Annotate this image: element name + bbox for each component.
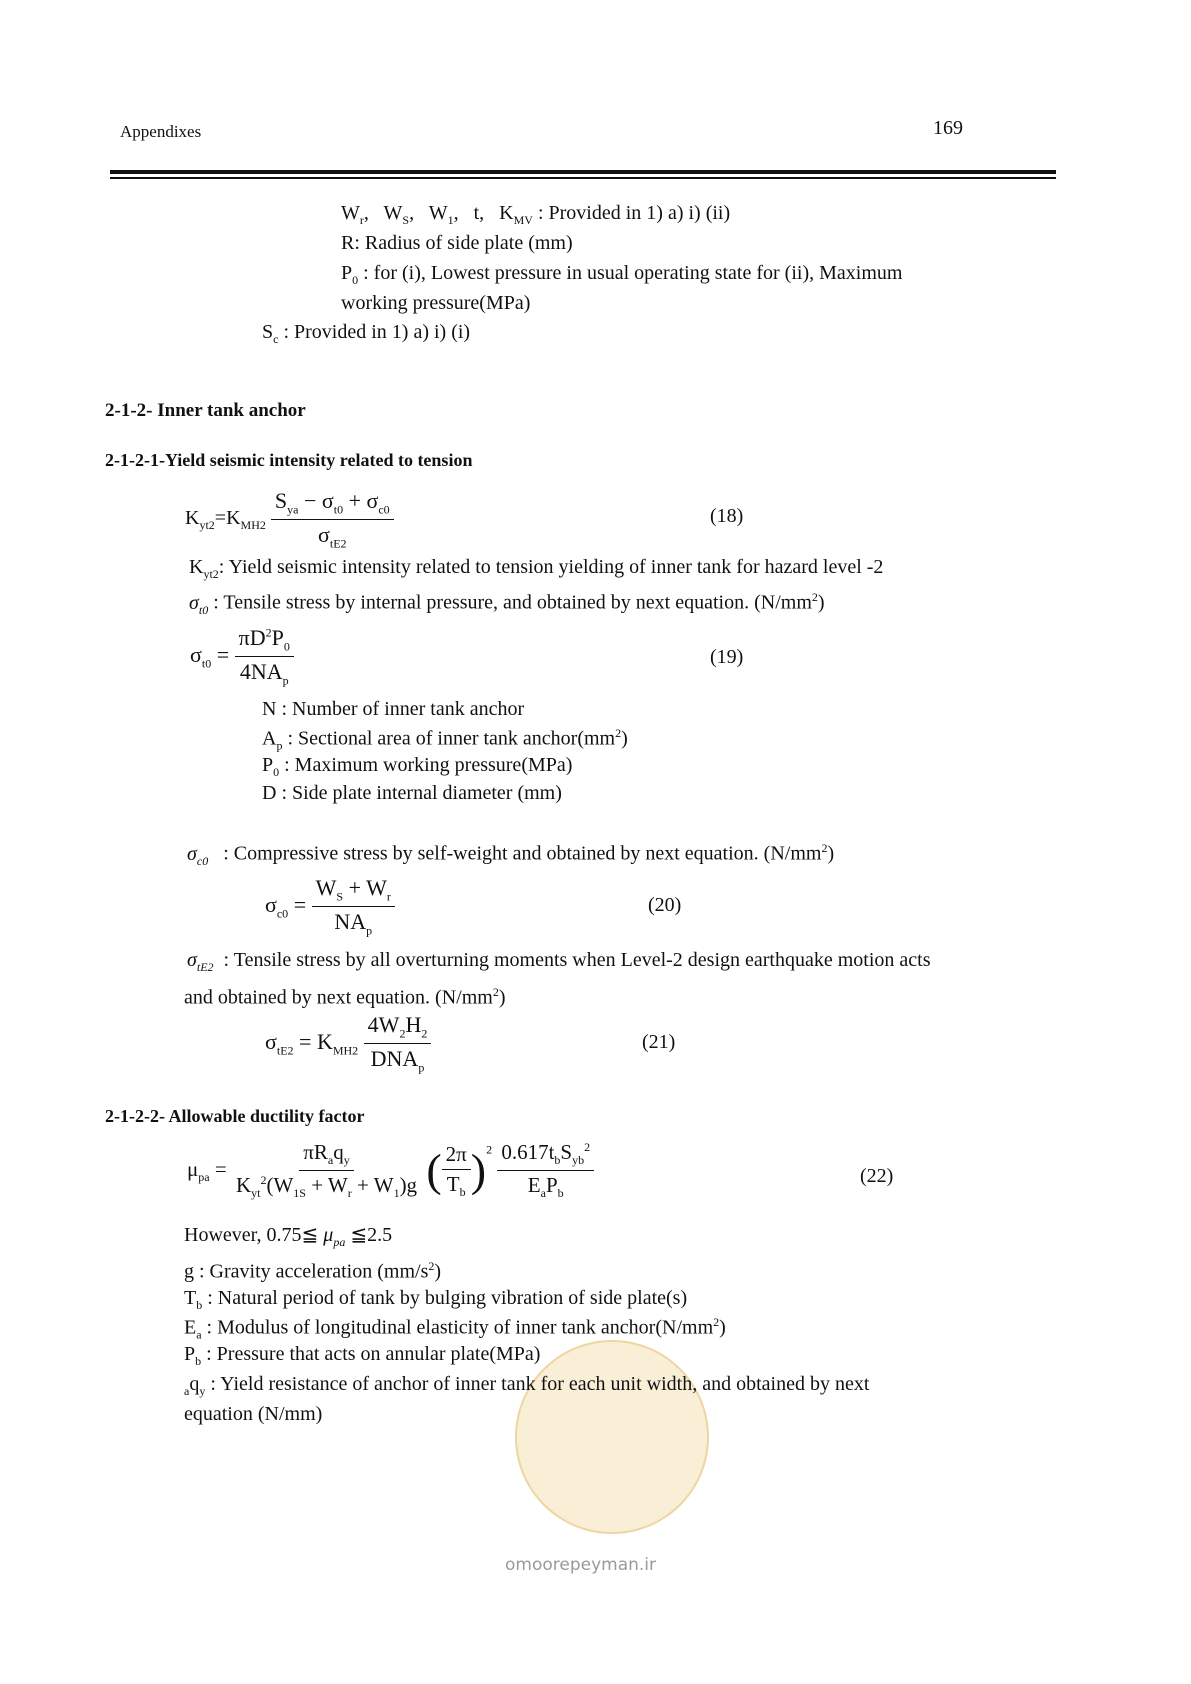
equation-21: $\sigma_{tE2} = K_{MH2}$ $\frac{4W_2H_2}{DNA_p}$ <box>265 1012 431 1076</box>
heading-yield-seismic: 2-1-2-1-Yield seismic intensity related to tension <box>105 450 473 470</box>
equation-20: $\sigma_{c0}$ = $\frac{W_S + W_r}{NA_p}$ <box>265 875 395 939</box>
def-p0-cont: working pressure(MPa) <box>341 292 531 314</box>
def-g: g : Gravity acceleration $(mm/s^2)$ <box>184 1259 442 1283</box>
however-text: However, 0.75 <box>184 1224 302 1246</box>
def-pb: $P_b$ : Pressure that acts on annular plate(MPa) <box>184 1343 541 1368</box>
eq21-fraction: $\frac{4W_2H_2}{DNA_p}$ <box>364 1012 432 1076</box>
def-sigma-te2-cont-text: and obtained by next equation. (N/mm <box>184 986 493 1009</box>
heading-ductility-factor: 2-1-2-2- Allowable ductility factor <box>105 1106 365 1126</box>
watermark-logo <box>515 1340 709 1534</box>
eq19-fraction: $\frac{\pi D^2P_0}{4NA_p}$ <box>235 625 294 689</box>
def-tb: $T_b$ : Natural period of tank by bulging vibration of side plate(s) <box>184 1287 688 1312</box>
eq20-number: (20) <box>648 894 682 916</box>
def-ap: $A_p$ : Sectional area of inner tank $anchor(mm^2)$ <box>262 726 628 753</box>
however-range: However, 0.75≦ $\mu_{pa}$ ≦2.5 <box>184 1224 393 1249</box>
def-sigma-c0-text: : Compressive stress by self-weight and obtained by next equation. (N/mm <box>223 842 822 865</box>
eq22-fraction-main: $\frac{\pi R_aq_y}{K_{yt}^2(W_{1S} + W_r + W_1)g}$ <box>235 1140 418 1201</box>
def-kyt2-text: : Yield seismic intensity related to tension yielding of inner tank for hazard level -2 <box>218 556 884 578</box>
def-pb-text: : Pressure that acts on annular plate(MPa) <box>206 1343 541 1365</box>
def-sc: $S_c$ : Provided in 1) a) i) (i) <box>262 321 471 346</box>
watermark-text: omoorepeyman.ir <box>505 1555 657 1575</box>
def-qy-cont: equation (N/mm) <box>184 1403 323 1425</box>
equation-22: $\mu_{pa}$ = $\frac{\pi R_aq_y}{K_{yt}^2(W_{1S} + W_r + W_1)g}$ ( $\frac{2\pi}{T_b}$ )$^2$ $\frac{0.617t_bS_{yb}^2}{E_aP_b}$ <box>187 1140 594 1201</box>
eq22-fraction-period: $\frac{2\pi}{T_b}$ <box>442 1142 471 1200</box>
header-rule-thick <box>110 170 1056 174</box>
eq22-number: (22) <box>860 1165 894 1187</box>
def-sigma-c0: $\sigma_{c0}$ : Compressive stress by self-weight and obtained by next equation. $(N/mm^2)$ <box>187 841 835 868</box>
equation-18: $K_{yt2}=K_{MH2}$ $\frac{S_{ya} - \sigma_{t0} + \sigma_{c0}}{\sigma_{tE2}}$ <box>185 488 394 552</box>
def-sigma-te2-cont: and obtained by next equation. $(N/mm^2)$ <box>184 985 506 1009</box>
def-qy-text: : Yield resistance of anchor of inner tank for each unit width, and obtained by next <box>210 1373 870 1395</box>
def-sigma-te2-text: : Tensile stress by all overturning moments when Level-2 design earthquake motion acts <box>223 949 931 971</box>
eq21-number: (21) <box>642 1031 676 1053</box>
def-sigma-t0: $\sigma_{t0}$ : Tensile stress by internal pressure, and obtained by next equation. $(N/mm^2)$ <box>189 590 825 617</box>
def-tb-text: : Natural period of tank by bulging vibration of side plate(s) <box>207 1287 688 1309</box>
def-sigma-te2: $\sigma_{tE2}$ : Tensile stress by all overturning moments when Level-2 design earthquake motion acts <box>187 949 931 974</box>
def-line-weights: $W_r$, $W_S$, $W_1$, t, $K_{MV}$ : Provided in 1) a) i) (ii) <box>341 202 731 227</box>
def-p0: $P_0$ : Maximum working pressure(MPa) <box>262 754 573 779</box>
running-header: Appendixes <box>120 122 202 141</box>
def-ea-text: : Modulus of longitudinal elasticity of inner tank anchor(N/mm <box>206 1316 714 1339</box>
def-weights-text: : Provided in 1) a) i) (ii) <box>537 202 731 224</box>
def-sc-text: : Provided in 1) a) i) (i) <box>283 321 471 343</box>
def-radius: R: Radius of side plate (mm) <box>341 232 573 254</box>
def-ap-text: : Sectional area of inner tank anchor(mm <box>287 727 616 750</box>
eq22-fraction-modulus: $\frac{0.617t_bS_{yb}^2}{E_aP_b}$ <box>497 1140 594 1201</box>
heading-inner-tank-anchor: 2-1-2- Inner tank anchor <box>105 400 306 421</box>
def-sigma-t0-text: : Tensile stress by internal pressure, and obtained by next equation. (N/mm <box>213 591 812 614</box>
def-p0-text: : for (i), Lowest pressure in usual operating state for (ii), Maximum <box>363 262 903 284</box>
however-upper: 2.5 <box>367 1224 393 1246</box>
def-p0-max-text: : Maximum working pressure(MPa) <box>284 754 573 776</box>
def-p0-line: $P_0$ : for (i), Lowest pressure in usual operating state for (ii), Maximum <box>341 262 903 287</box>
header-rule-thin <box>110 177 1056 179</box>
def-d: D : Side plate internal diameter (mm) <box>262 782 562 804</box>
eq18-fraction: $\frac{S_{ya} - \sigma_{t0} + \sigma_{c0}}{\sigma_{tE2}}$ <box>271 488 394 552</box>
def-n: N : Number of inner tank anchor <box>262 698 525 720</box>
def-kyt2: $K_{yt2}$: Yield seismic intensity related to tension yielding of inner tank for hazard level -2 <box>189 556 884 581</box>
eq19-number: (19) <box>710 646 744 668</box>
equation-19: $\sigma_{t0}$ = $\frac{\pi D^2P_0}{4NA_p}$ <box>190 625 294 689</box>
def-g-text: g : Gravity acceleration (mm/s <box>184 1260 429 1283</box>
page-number: 169 <box>933 117 963 139</box>
def-ea: $E_a$ : Modulus of longitudinal elasticity of inner tank $anchor(N/mm^2)$ <box>184 1315 726 1342</box>
def-qy: $_aq_y$ : Yield resistance of anchor of inner tank for each unit width, and obtained by next <box>184 1373 870 1398</box>
eq20-fraction: $\frac{W_S + W_r}{NA_p}$ <box>312 875 395 939</box>
eq18-number: (18) <box>710 505 744 527</box>
